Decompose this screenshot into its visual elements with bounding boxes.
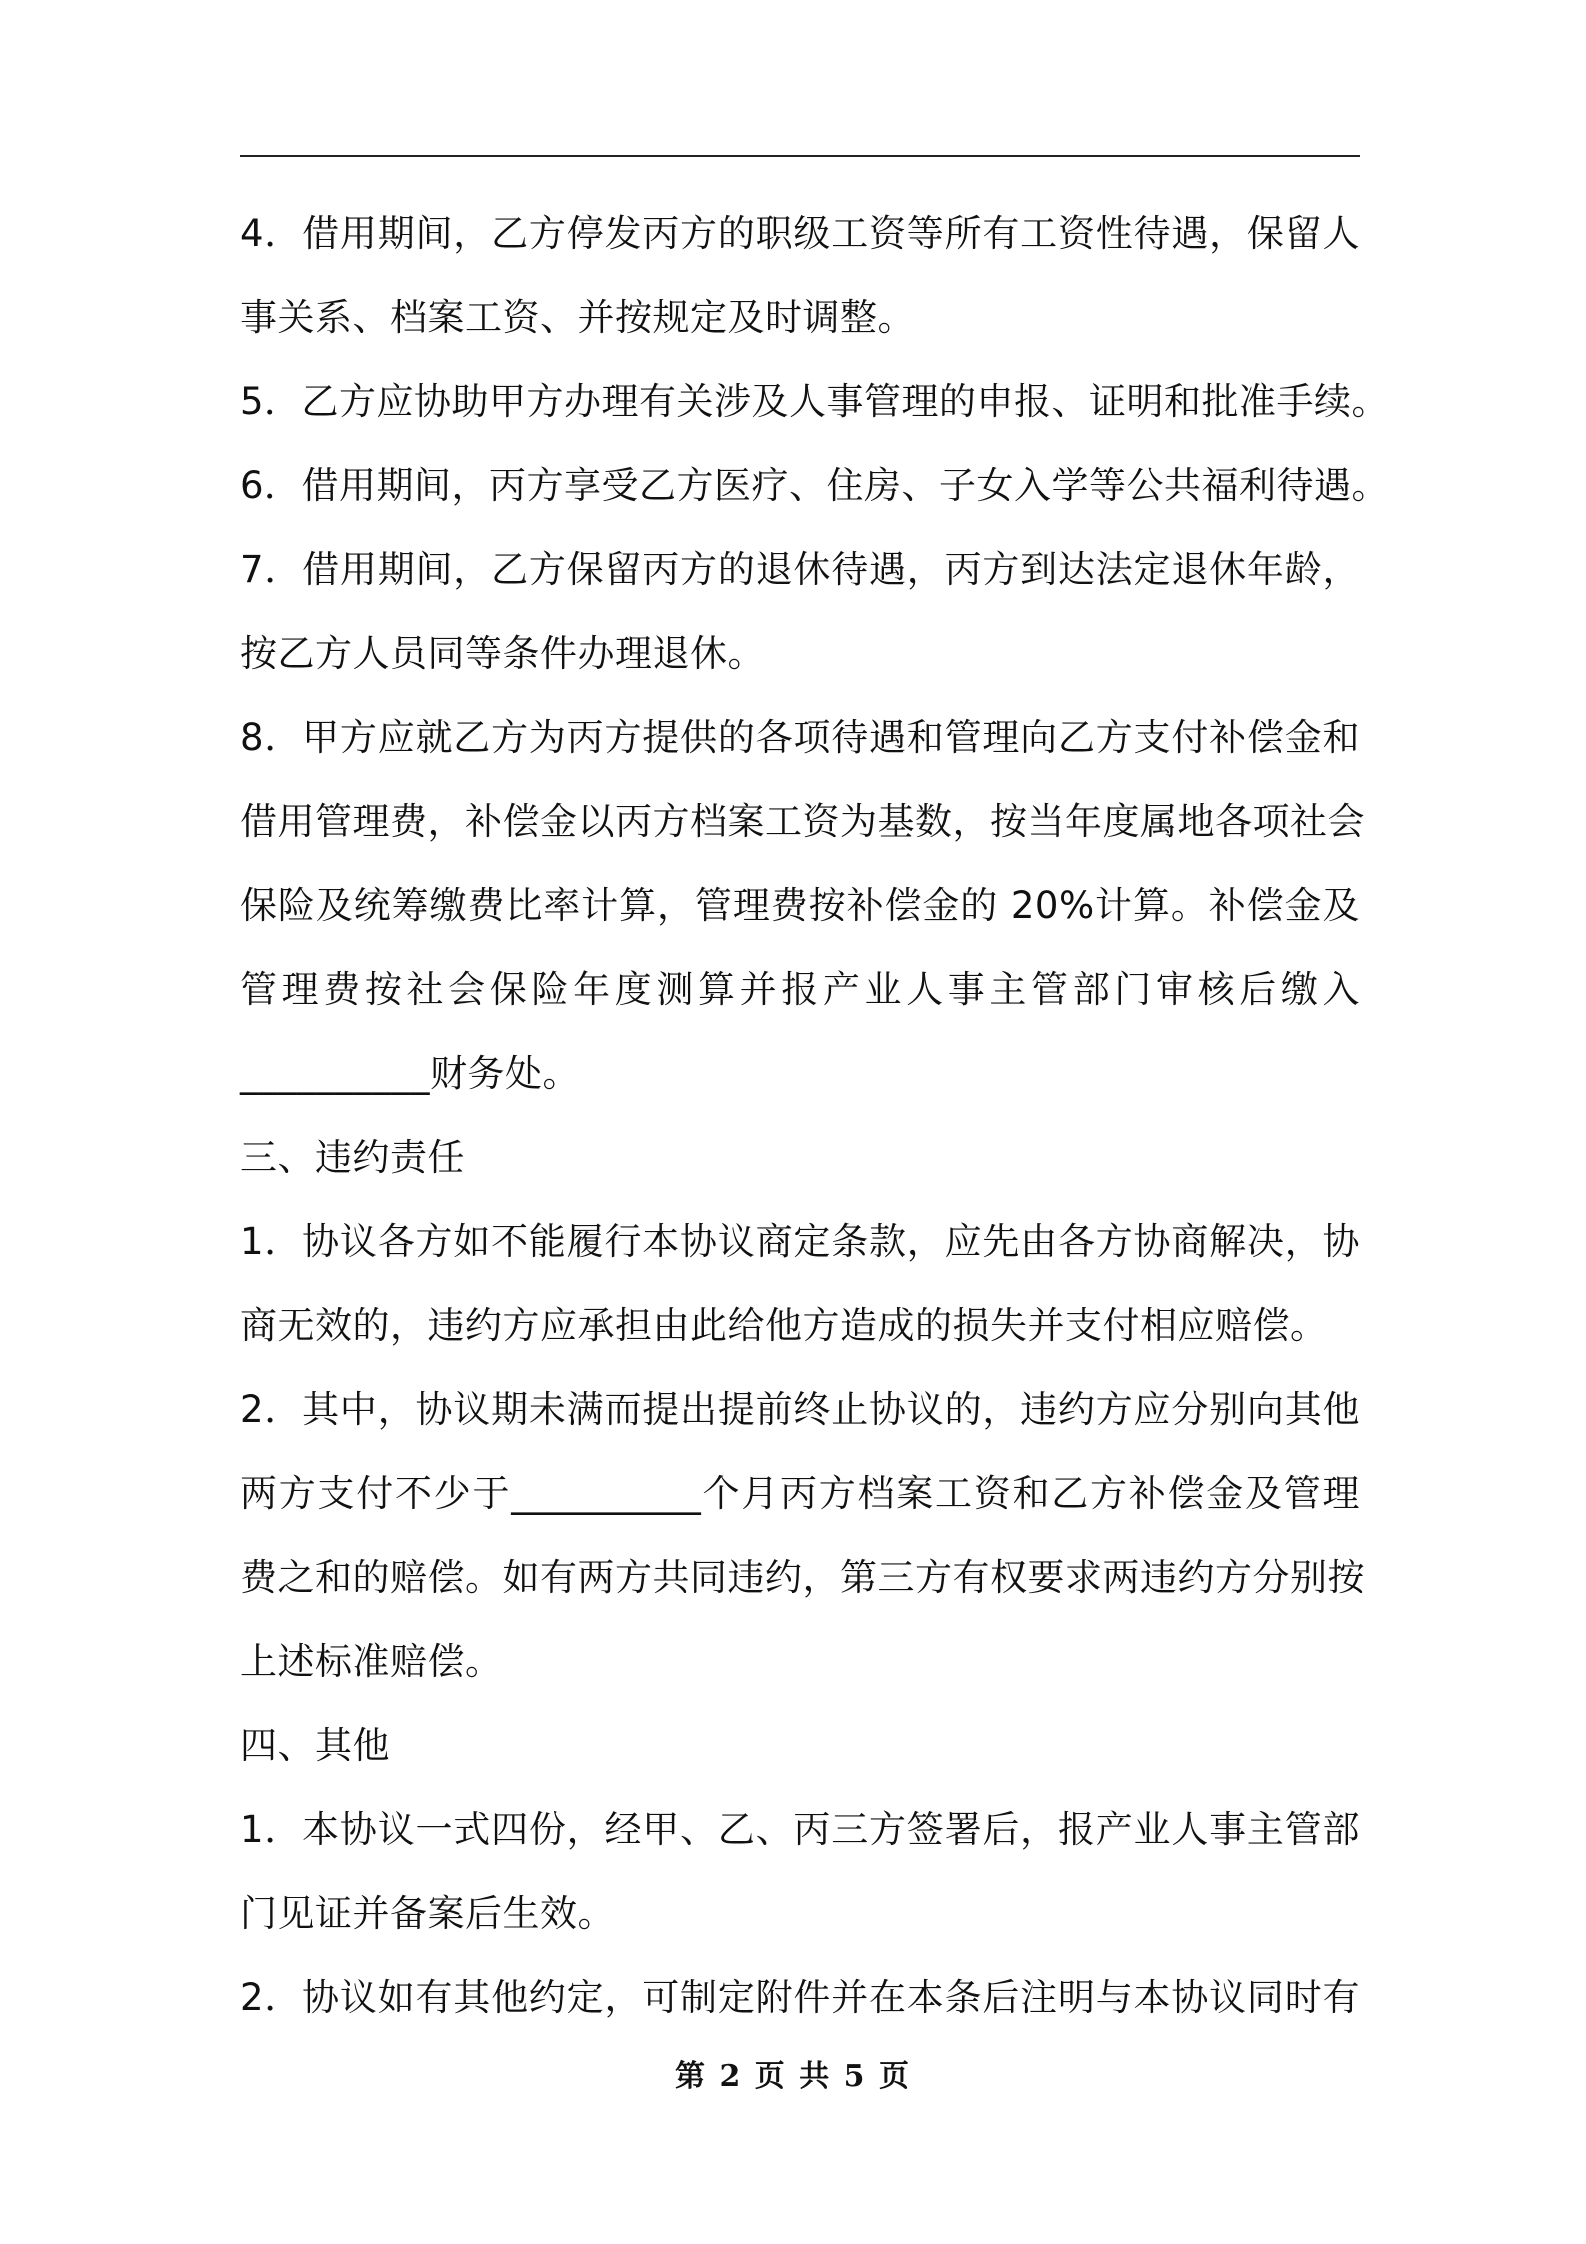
- text-line: 6．借用期间，丙方享受乙方医疗、住房、子女入学等公共福利待遇。: [240, 464, 1390, 507]
- text-line: 4．借用期间，乙方停发丙方的职级工资等所有工资性待遇，保留人: [240, 212, 1360, 255]
- text-line: 费之和的赔偿。如有两方共同违约，第三方有权要求两违约方分别按: [240, 1556, 1365, 1599]
- text-line: 事关系、档案工资、并按规定及时调整。: [240, 296, 915, 339]
- text-line: __________财务处。: [240, 1052, 580, 1095]
- section-heading: 四、其他: [240, 1724, 390, 1767]
- header-rule: [240, 155, 1360, 157]
- text-line: 1．本协议一式四份，经甲、乙、丙三方签署后，报产业人事主管部: [240, 1808, 1360, 1851]
- text-line: 8．甲方应就乙方为丙方提供的各项待遇和管理向乙方支付补偿金和: [240, 716, 1360, 759]
- document-body: [240, 192, 1390, 2040]
- section-heading: 三、违约责任: [240, 1136, 465, 1179]
- text-line: 两方支付不少于__________个月丙方档案工资和乙方补偿金及管理: [240, 1472, 1360, 1515]
- text-line: 上述标准赔偿。: [240, 1640, 503, 1683]
- text-line: 按乙方人员同等条件办理退休。: [240, 632, 765, 675]
- text-line: 2．协议如有其他约定，可制定附件并在本条后注明与本协议同时有: [240, 1976, 1360, 2019]
- page-number: 第 2 页 共 5 页: [675, 2059, 911, 2094]
- text-line: 保险及统筹缴费比率计算，管理费按补偿金的 20%计算。补偿金及: [240, 884, 1360, 927]
- text-line: 管理费按社会保险年度测算并报产业人事主管部门审核后缴入: [240, 968, 1360, 1011]
- text-line: 2．其中，协议期未满而提出提前终止协议的，违约方应分别向其他: [240, 1388, 1360, 1431]
- text-line: 7．借用期间，乙方保留丙方的退休待遇，丙方到达法定退休年龄，: [240, 548, 1360, 591]
- text-line: 商无效的，违约方应承担由此给他方造成的损失并支付相应赔偿。: [240, 1304, 1328, 1347]
- text-line: 门见证并备案后生效。: [240, 1892, 615, 1935]
- text-line: 1．协议各方如不能履行本协议商定条款，应先由各方协商解决，协: [240, 1220, 1360, 1263]
- text-line: 借用管理费，补偿金以丙方档案工资为基数，按当年度属地各项社会: [240, 800, 1365, 843]
- text-line: 5．乙方应协助甲方办理有关涉及人事管理的申报、证明和批准手续。: [240, 380, 1390, 423]
